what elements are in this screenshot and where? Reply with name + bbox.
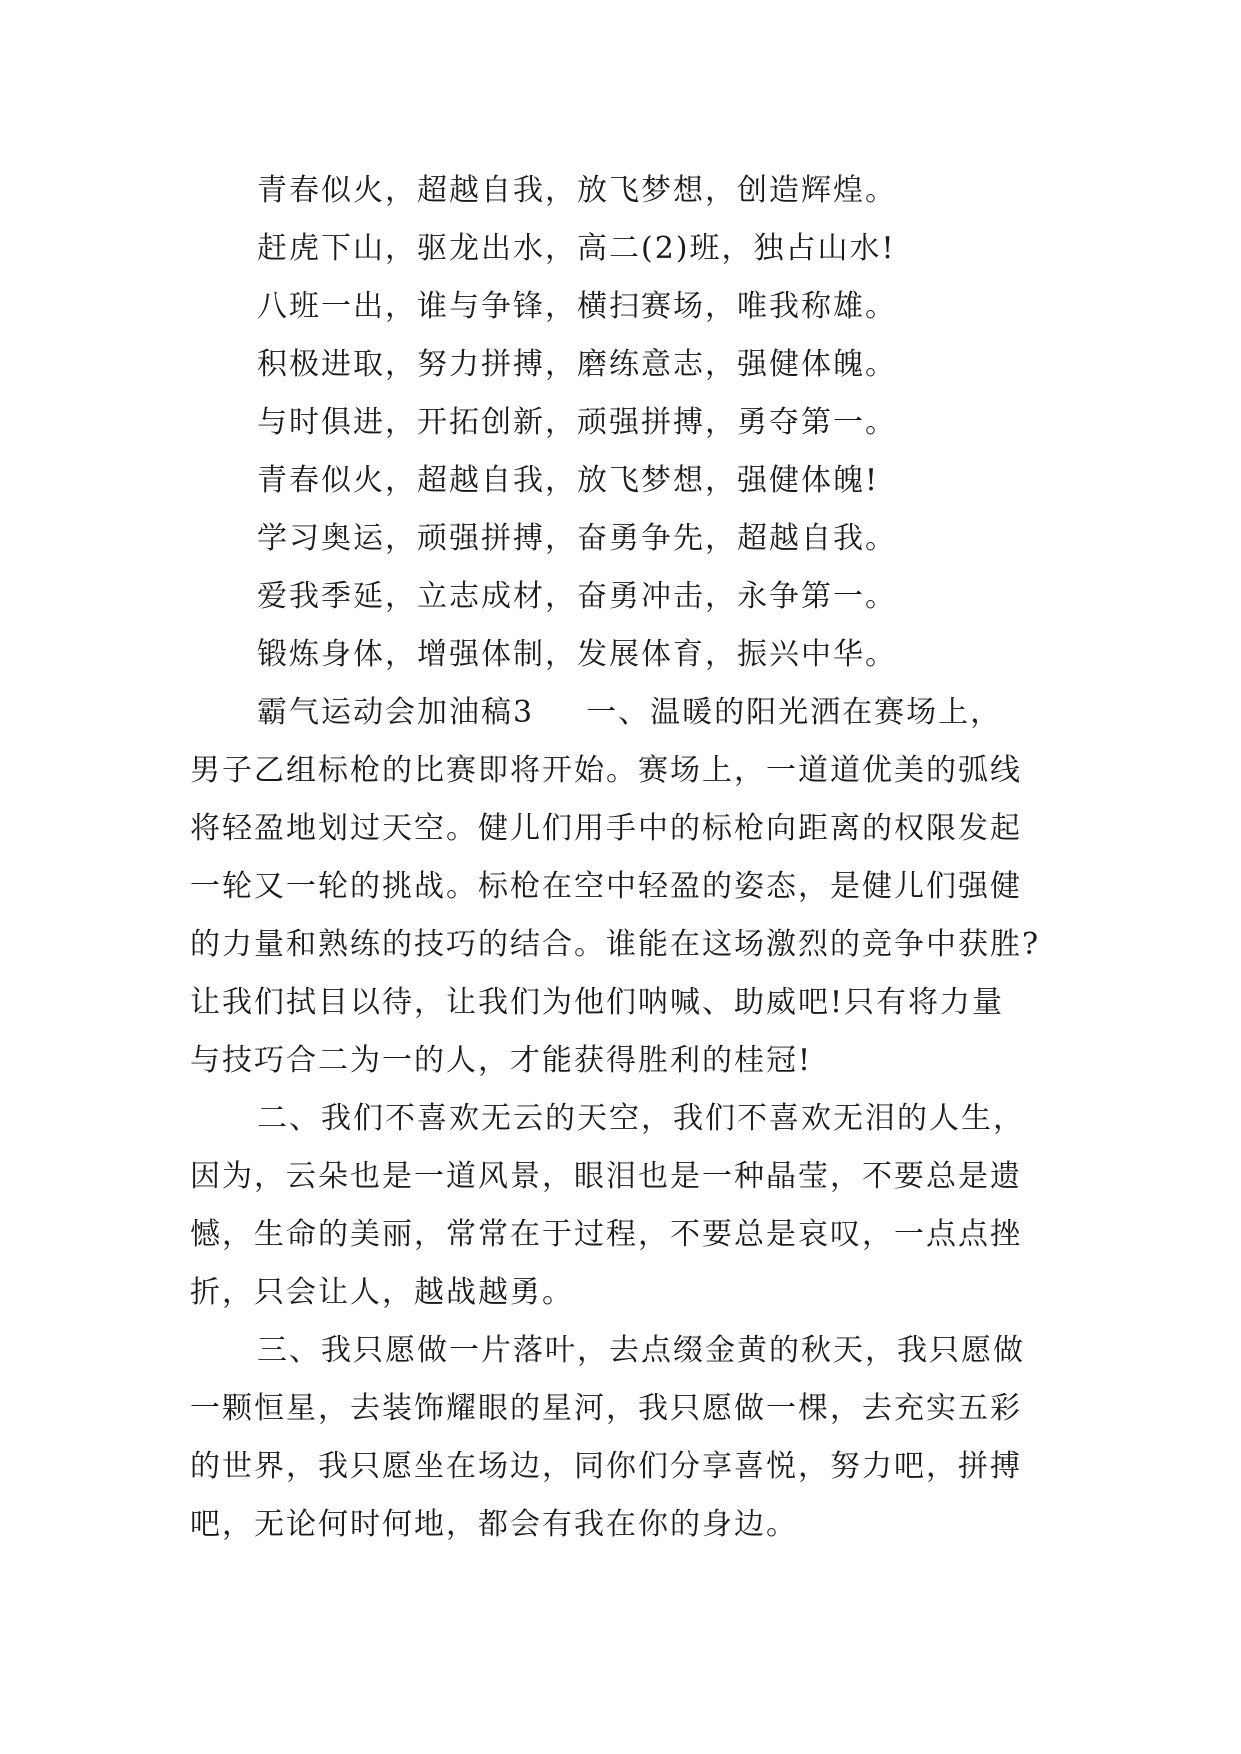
paragraph-line: 三、我只愿做一片落叶，去点缀金黄的秋天，我只愿做 xyxy=(257,1333,1025,1368)
slogan-line: 锻炼身体，增强体制，发展体育，振兴中华。 xyxy=(257,637,897,672)
paragraph-line: 吧，无论何时何地，都会有我在你的身边。 xyxy=(190,1507,798,1542)
paragraph-line: 的世界，我只愿坐在场边，同你们分享喜悦，努力吧，拼搏 xyxy=(190,1449,1022,1484)
article-body xyxy=(190,684,1070,1554)
paragraph-line: 憾，生命的美丽，常常在于过程，不要总是哀叹，一点点挫 xyxy=(190,1217,1022,1252)
paragraph-line: 二、我们不喜欢无云的天空，我们不喜欢无泪的人生， xyxy=(257,1101,1025,1136)
paragraph-line: 的力量和熟练的技巧的结合。谁能在这场激烈的竞争中获胜? xyxy=(190,927,1041,962)
paragraph-line: 折，只会让人，越战越勇。 xyxy=(190,1275,574,1310)
paragraph-line: 一轮又一轮的挑战。标枪在空中轻盈的姿态，是健儿们强健 xyxy=(190,869,1022,904)
paragraph-line: 与技巧合二为一的人，才能获得胜利的桂冠! xyxy=(190,1043,813,1078)
slogan-line: 赶虎下山，驱龙出水，高二(2)班，独占山水! xyxy=(257,231,896,266)
paragraph-line: 一颗恒星，去装饰耀眼的星河，我只愿做一棵，去充实五彩 xyxy=(190,1391,1022,1426)
slogan-line: 积极进取，努力拼搏，磨练意志，强健体魄。 xyxy=(257,347,897,382)
slogan-line: 爱我季延，立志成材，奋勇冲击，永争第一。 xyxy=(257,579,897,614)
paragraph-3 xyxy=(190,1322,1070,1554)
slogan-list xyxy=(257,162,1017,684)
paragraph-opening: 一、温暖的阳光洒在赛场上， xyxy=(586,695,1003,730)
paragraph-1 xyxy=(190,742,1070,1090)
slogan-line: 与时俱进，开拓创新，顽强拼搏，勇夺第一。 xyxy=(257,405,897,440)
paragraph-line: 让我们拭目以待，让我们为他们呐喊、助威吧!只有将力量 xyxy=(190,985,1005,1020)
slogan-line: 八班一出，谁与争锋，横扫赛场，唯我称雄。 xyxy=(257,289,897,324)
section-heading: 霸气运动会加油稿3 xyxy=(257,695,535,730)
paragraph-line: 男子乙组标枪的比赛即将开始。赛场上，一道道优美的弧线 xyxy=(190,753,1022,788)
paragraph-line: 将轻盈地划过天空。健儿们用手中的标枪向距离的权限发起 xyxy=(190,811,1022,846)
slogan-line: 青春似火，超越自我，放飞梦想，创造辉煌。 xyxy=(257,173,897,208)
paragraph-line: 因为，云朵也是一道风景，眼泪也是一种晶莹，不要总是遗 xyxy=(190,1159,1022,1194)
slogan-line: 青春似火，超越自我，放飞梦想，强健体魄! xyxy=(257,463,880,498)
slogan-line: 学习奥运，顽强拼搏，奋勇争先，超越自我。 xyxy=(257,521,897,556)
section-heading-line xyxy=(190,684,1070,742)
paragraph-2 xyxy=(190,1090,1070,1322)
